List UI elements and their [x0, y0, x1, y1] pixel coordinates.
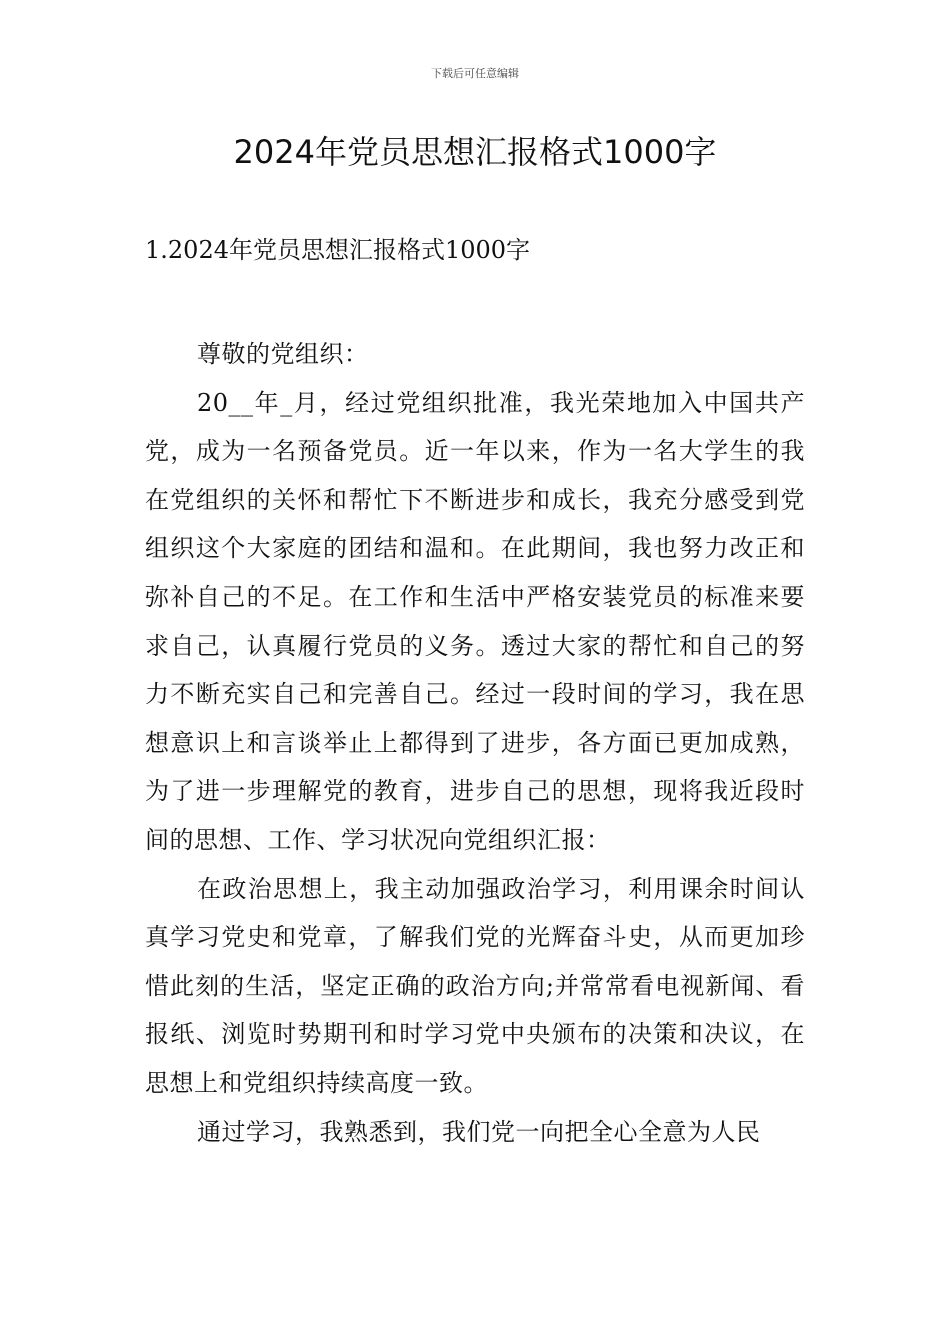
- body-paragraph: 20__年_月，经过党组织批准，我光荣地加入中国共产党，成为一名预备党员。近一年以来，作为一名大学生的我在党组织的关怀和帮忙下不断进步和成长，我充分感受到党组织这个大家庭的团结和温和。在此期间，我也努力改正和弥补自己的不足。在工作和生活中严格安装党员的标准来要求自己，认真履行党员的义务。透过大家的帮忙和自己的努力不断充实自己和完善自己。经过一段时间的学习，我在思想意识上和言谈举止上都得到了进步，各方面已更加成熟，为了进一步理解党的教育，进步自己的思想，现将我近段时间的思想、工作、学习状况向党组织汇报：: [145, 388, 805, 854]
- header-note: 下载后可任意编辑: [431, 67, 519, 80]
- salutation: 尊敬的党组织：: [197, 340, 369, 368]
- document-title: 2024年党员思想汇报格式1000字: [233, 133, 717, 171]
- document-body: [145, 330, 805, 1156]
- section-heading: 1.2024年党员思想汇报格式1000字: [145, 236, 531, 264]
- body-paragraph: 通过学习，我熟悉到，我们党一向把全心全意为人民: [197, 1117, 761, 1146]
- body-paragraph: 在政治思想上，我主动加强政治学习，利用课余时间认真学习党史和党章，了解我们党的光辉奋斗史，从而更加珍惜此刻的生活，坚定正确的政治方向;并常常看电视新闻、看报纸、浏览时势期刊和时学习党中央颁布的决策和决议，在思想上和党组织持续高度一致。: [145, 874, 805, 1097]
